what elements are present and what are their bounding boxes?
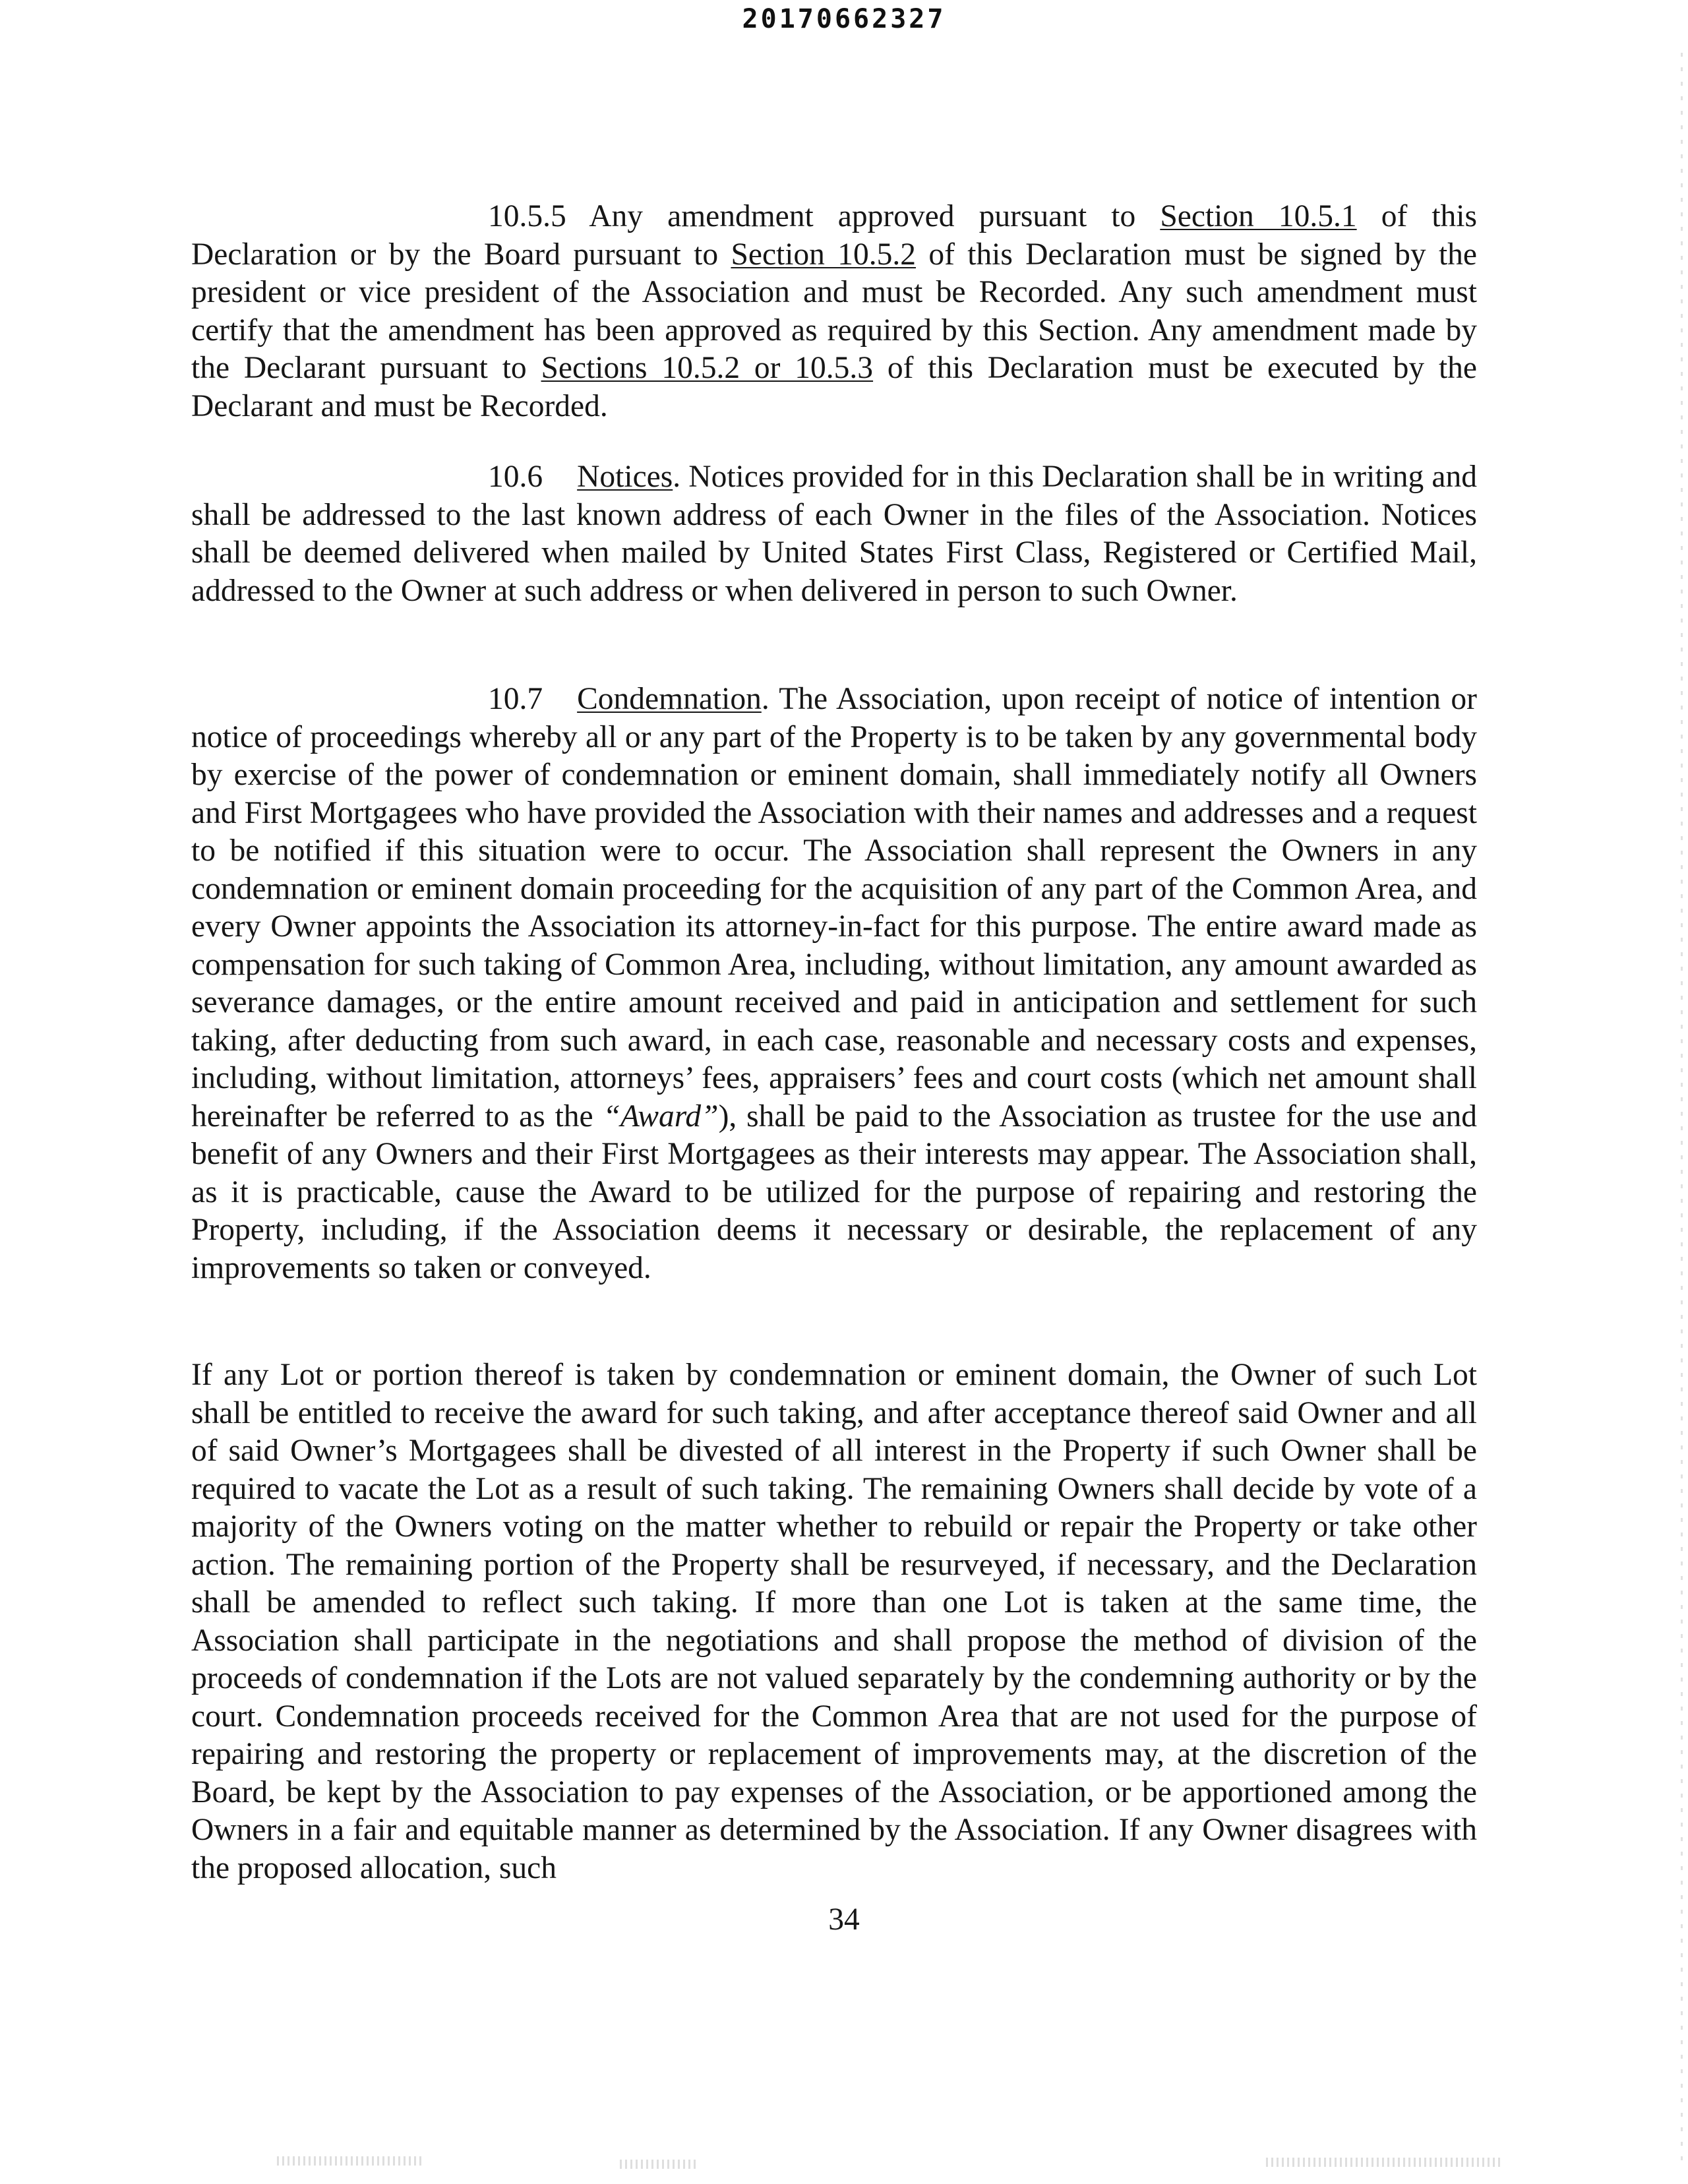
paragraph-text: . Notices provided for in this Declaration shall be in writing and shall be addressed to the last known address of each Owner in the files of the Association. Notices shall be deemed delivered when mailed by United States First Class, Registered or Certified Mail, addressed to the Owner at such address or when delivered in person to such Owner.	[191, 460, 1477, 608]
section-10-5-5	[191, 198, 1477, 425]
document-number: 20170662327	[742, 4, 946, 34]
section-number: 10.7	[488, 682, 543, 716]
section-10-7	[191, 681, 1477, 1287]
section-reference: Sections 10.5.2 or 10.5.3	[541, 351, 874, 385]
section-title: Condemnation	[577, 682, 762, 716]
page-number: 34	[828, 1902, 860, 1937]
section-number: 10.6	[488, 460, 543, 494]
paragraph-text: Any amendment approved pursuant to	[589, 199, 1160, 233]
paragraph-text: of this Declaration must be executed by the Declarant and must be Recorded.	[191, 351, 1478, 423]
section-reference: Section 10.5.1	[1160, 199, 1357, 233]
scan-edge-artifact	[1681, 53, 1683, 2163]
paragraph-text: of this Declaration must be signed by the president or vice president of the Association and must be Recorded. Any such amendment must certify that the amendment has been approved as required by this Section. Any amendment made by the Declarant pursuant to	[191, 237, 1477, 385]
defined-term: “Award”	[603, 1099, 719, 1134]
scan-noise-artifact	[1266, 2158, 1503, 2167]
paragraph-lot-condemnation	[191, 1356, 1477, 1887]
section-10-6	[191, 458, 1477, 610]
scan-noise-artifact	[277, 2156, 422, 2166]
scan-noise-artifact	[620, 2160, 699, 2169]
section-reference: Section 10.5.2	[731, 237, 916, 272]
section-number: 10.5.5	[488, 199, 566, 233]
paragraph-text: of this Declaration or by the Board pursuant to	[191, 199, 1477, 272]
paragraph-text: If any Lot or portion thereof is taken by condemnation or eminent domain, the Owner of such Lot shall be entitled to receive the award for such taking, and after acceptance thereof said Owner and all of said Owner’s Mortgagees shall be divested of all interest in the Property if such Owner shall be required to vacate the Lot as a result of such taking. The remaining Owners shall decide by vote of a majority of the Owners voting on the matter whether to rebuild or repair the Property or take other action. The remaining portion of the Property shall be resurveyed, if necessary, and the Declaration shall be amended to reflect such taking. If more than one Lot is taken at the same time, the Association shall participate in the negotiations and shall propose the method of division of the proceeds of condemnation if the Lots are not valued separately by the condemning authority or by the court. Condemnation proceeds received for the Common Area that are not used for the purpose of repairing and restoring the property or replacement of improvements may, at the discretion of the Board, be kept by the Association to pay expenses of the Association, or be apportioned among the Owners in a fair and equitable manner as determined by the Association. If any Owner disagrees with the proposed allocation, such	[191, 1358, 1477, 1885]
section-title: Notices	[577, 460, 673, 494]
paragraph-text: ), shall be paid to the Association as trustee for the use and benefit of any Owners and their First Mortgagees as their interests may appear. The Association shall, as it is practicable, cause the Award to be utilized for the purpose of repairing and restoring the Property, including, if the Association deems it necessary or desirable, the replacement of any improvements so taken or conveyed.	[191, 1099, 1477, 1285]
paragraph-text: . The Association, upon receipt of notice of intention or notice of proceedings whereby all or any part of the Property is to be taken by any governmental body by exercise of the power of condemnation or eminent domain, shall immediately notify all Owners and First Mortgagees who have provided the Association with their names and addresses and a request to be notified if this situation were to occur. The Association shall represent the Owners in any condemnation or eminent domain proceeding for the acquisition of any part of the Common Area, and every Owner appoints the Association its attorney-in-fact for this purpose. The entire award made as compensation for such taking of Common Area, including, without limitation, any amount awarded as severance damages, or the entire amount received and paid in anticipation and settlement for such taking, after deducting from such award, in each case, reasonable and necessary costs and expenses, including, without limitation, attorneys’ fees, appraisers’ fees and court costs (which net amount shall hereinafter be referred to as the	[191, 682, 1477, 1134]
